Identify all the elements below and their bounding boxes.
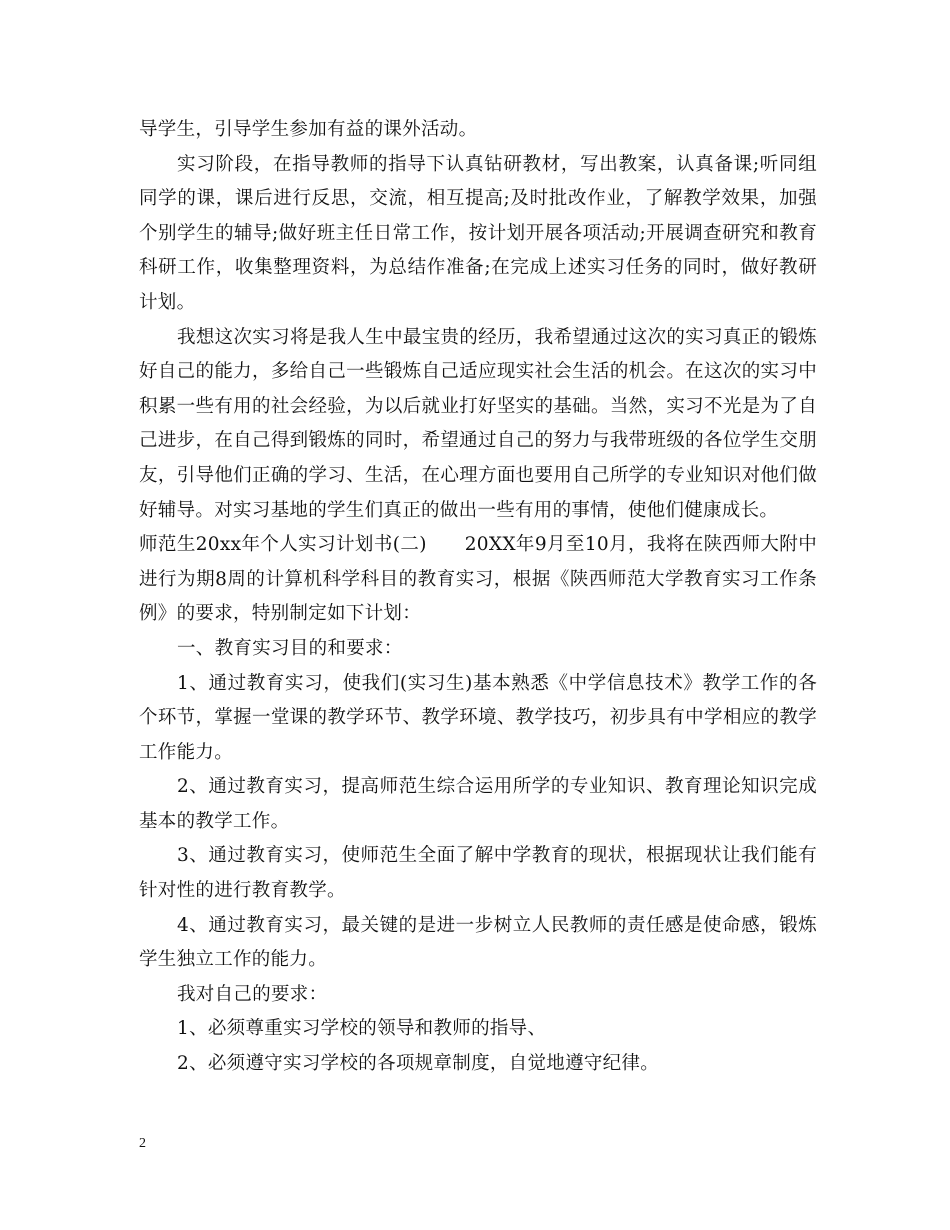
paragraph-continuation: 导学生，引导学生参加有益的课外活动。 [139, 119, 478, 140]
list-item-requirement-1: 1、必须尊重实习学校的领导和教师的指导、 [177, 1018, 547, 1040]
page-number: 2 [139, 1136, 146, 1151]
document-body [139, 113, 817, 1082]
list-item-goal-4: 4、通过教育实习，最关键的是进一步树立人民教师的责任感是使命感，锻炼学生独立工作的能力。 [139, 914, 817, 971]
list-item-goal-1: 1、通过教育实习，使我们(实习生)基本熟悉《中学信息技术》教学工作的各个环节，掌握一堂课的教学环节、教学环境、教学技巧，初步具有中学相应的教学工作能力。 [139, 672, 817, 763]
section-heading-goals: 一、教育实习目的和要求： [177, 637, 403, 659]
paragraph-plan-heading: 师范生20xx年个人实习计划书(二) 20XX年9月至10月，我将在陕西师大附中进行为期8周的计算机科学科目的教育实习，根据《陕西师范大学教育实习工作条例》的要求，特别制定如下计划： [139, 534, 817, 625]
section-heading-requirements: 我对自己的要求： [177, 983, 328, 1005]
paragraph-personal-hopes: 我想这次实习将是我人生中最宝贵的经历，我希望通过这次的实习真正的锻炼好自己的能力，多给自己一些锻炼自己适应现实社会生活的机会。在这次的实习中积累一些有用的社会经验，为以后就业打好坚实的基础。当然，实习不光是为了自己进步，在自己得到锻炼的同时，希望通过自己的努力与我带班级的各位学生交朋友，引导他们正确的学习、生活，在心理方面也要用自己所学的专业知识对他们做好辅导。对实习基地的学生们真正的做出一些有用的事情，使他们健康成长。 [139, 326, 817, 521]
list-item-goal-2: 2、通过教育实习，提高师范生综合运用所学的专业知识、教育理论知识完成基本的教学工作。 [139, 776, 817, 832]
paragraph-internship-stage: 实习阶段，在指导教师的指导下认真钻研教材，写出教案，认真备课;听同组同学的课，课后进行反思，交流，相互提高;及时批改作业，了解教学效果，加强个别学生的辅导;做好班主任日常工作，按计划开展各项活动;开展调查研究和教育科研工作，收集整理资料，为总结作准备;在完成上述实习任务的同时，做好教研计划。 [139, 153, 817, 313]
list-item-requirement-2: 2、必须遵守实习学校的各项规章制度，自觉地遵守纪律。 [177, 1053, 660, 1075]
list-item-goal-3: 3、通过教育实习，使师范生全面了解中学教育的现状，根据现状让我们能有针对性的进行教育教学。 [139, 845, 817, 902]
